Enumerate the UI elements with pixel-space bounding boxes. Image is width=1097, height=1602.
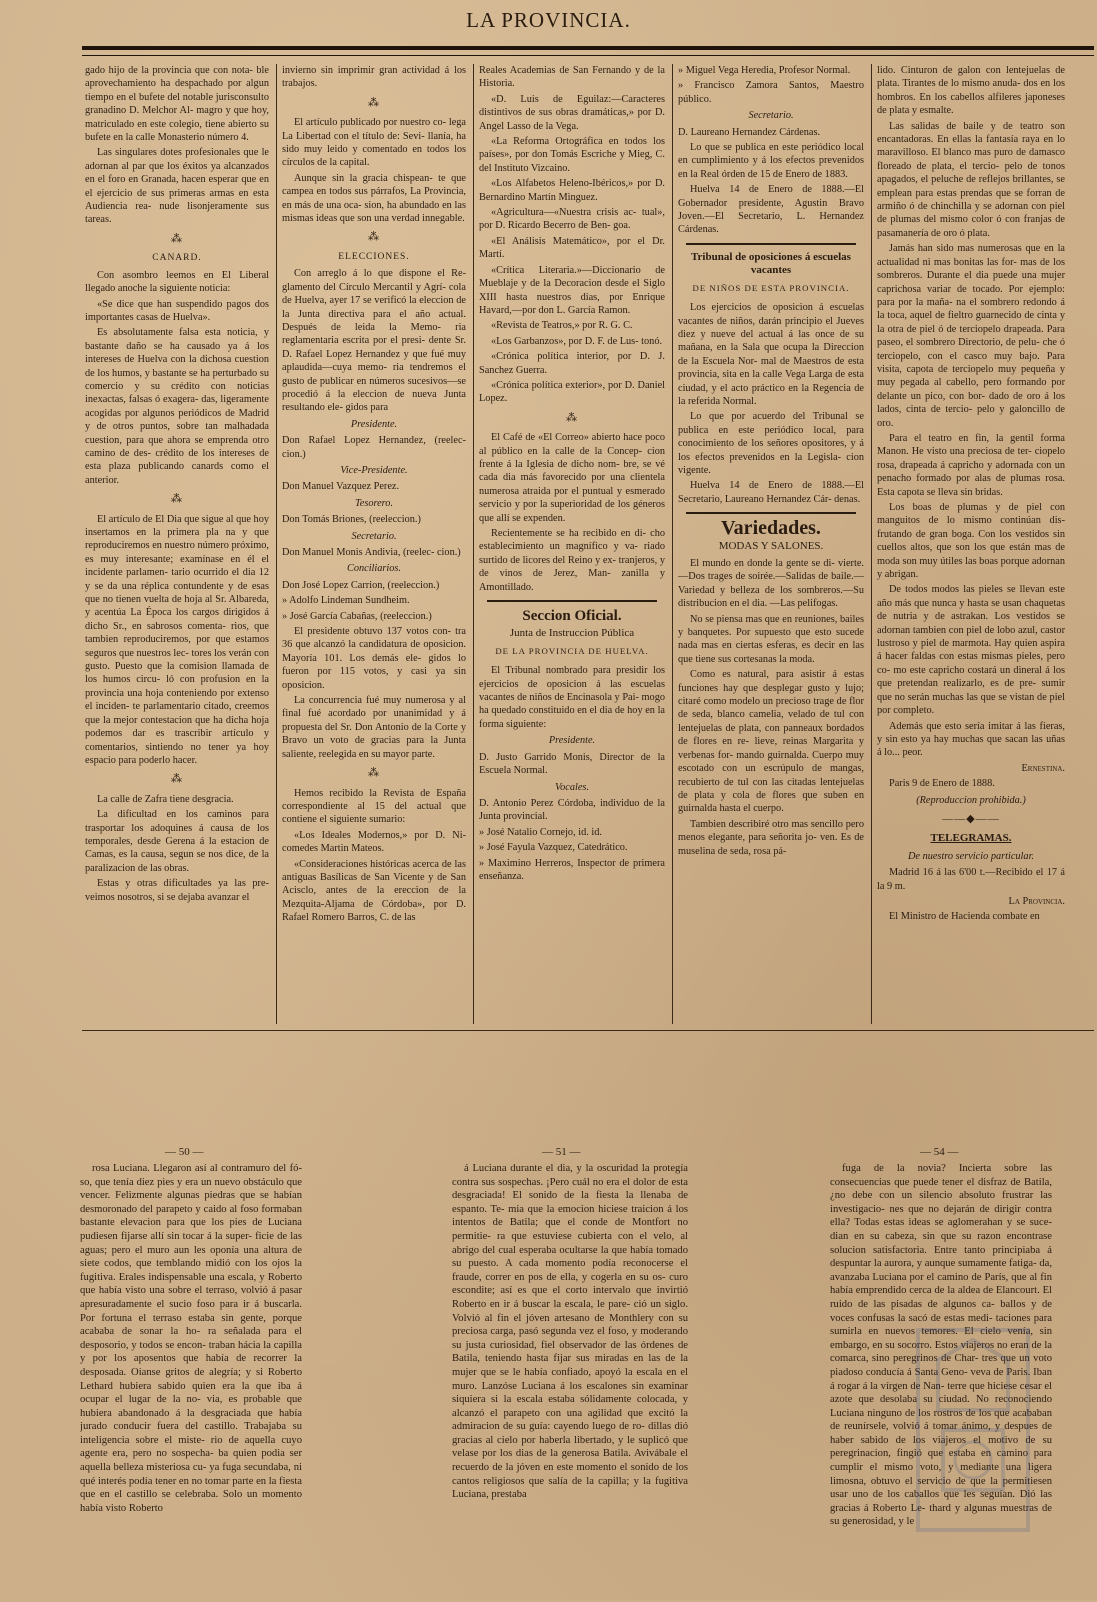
article-paragraph: «Los Ideales Modernos,» por D. Ni- comedes Martin Mateos.: [282, 829, 466, 855]
role-title: Secretario.: [748, 110, 794, 122]
article-paragraph: Los boas de plumas y de piel con manguitos de lo mismo continúan dis- frutando de gran boga. Con los vestidos sin cuellos altos, que son los que están mas de moda son muy útiles las boas porque adornan y abrigan.: [877, 502, 1065, 581]
article-paragraph: «Crónica política interior, por D. J. Sanchez Guerra.: [479, 351, 665, 376]
article-paragraph: «Agricultura—«Nuestra crisis ac- tual», por D. Ricardo Becerro de Ben- goa.: [479, 207, 665, 232]
article-paragraph: invierno sin imprimir gran actividad á los trabajos.: [282, 65, 466, 90]
article-paragraph: El artículo de El Dia que sigue al que hoy insertamos en la primera pla na y que reproduciremos en nuestro número próximo, es muy interesante; examínase en él el incidente parlamen- tario ocurrido el dia 12 y se da una réplica contundente y de esas que no tienen vuelta de hoja al Sr. Albareda, y acentúa La Época los cargos dirigidos á dicho Sr., en sabrosos comenta- rios, que tambien reproduciremos, por que estamos seguros que nuestros lec- tores los verán con gusto. Puesto que la comision llamada de los humos circu- ló con profusion en la provincia una hoja conteniendo por extenso el inciden- te parlamentario citado, creemos que la mejor contestacion que ha dicha hoja podemos dar es trascribir artículo y comentarios, sintiendo no tener ya hoy espacio para poderlo hacer.: [85, 513, 269, 766]
section-ornament: ⁂: [566, 411, 578, 424]
role-title: Conciliarios.: [346, 563, 402, 575]
section-ornament: ——◆——: [942, 812, 1000, 825]
library-seal-icon: [898, 1300, 1048, 1560]
feuilleton-text: fuga de la novia? Incierta sobre las consecuencias que puede tener el disfraz de Batila, ¿no debe con un silencio absoluto frustrar las investigacio- nes que no dejarán de dirigir contra ella? Todas estas ideas se aglomerahan y se suce- dian en su cabeza, sin que su razon encontrase solucion satisfactoria. Entre tanto principiaba á despuntar la aurora, y aunque sumamente fatiga- da, avanzaba Luciana por el camino de París, que al fin había emprendido cerca de la aldea de Elancourt. El ruido de las pisadas de algunos ca- ballos y de voces confusas la sacó de estas medi- taciones para sumirla en nuevos temores. El cielo venía, sin embargo, en su socorro. Estos viajeros no eran de la comarca, sino peregrinos de Char- tres que un voto piadoso conducía á Santa Geno- veva de Paris. Iban á rogar á la vírgen de Nan- terre que hiciese cesar el azote que desolaba su ciudad. No reconociendo Luciana ninguno de los rostros de los que acababan de reunírsele, volvió á tomar ánimo, y despues de haber sabido de los viajeros el motivo de su peregrinacion, fingió que estaba en camino para cumplir el mismo voto, y mediante una ligera limosna, obtuvo el servicio de que la permitiesen usar uno de los caballos que les seguían. Dió las gracias á Roberto Le- thard y algunas muestras de su generosidad, y le: [830, 1163, 1052, 1528]
article-paragraph: Las salidas de baile y de teatro son encantadoras. En ellas la fantasía raya en lo maravilloso. El blanco mas puro de damasco floreado de plata, el tercio- pelo de tonos apagados, el peluche de reflejos brillantes, se emplean para estas prendas que se forran de armiño ó de chinchilla y se adornan con piel de plumas del mismo color ó con franjas de pasamanería de oro ó plata.: [877, 120, 1065, 239]
article-paragraph: Jamás han sido mas numerosas que en la actualidad ni mas bonitas las for- mas de los sombreros. Durante el dia puede una mujer caprichosa variar de tocado. Por ejemplo: para por la maña- na el sombrero redondo á la toca, aquel de fieltro guarnecido de cinta y la otra de piel ó de terciopelo drapeada. Para paseo, el sombrero Directorio, de pelu- che ó terciopelo, con el casco muy bajo. Para visita, capota de terciopelo muy pequeña y muy pegada al cabello, pero formando por delante un pico, con bor- dado de oro á los lados, cinta de tercio- pelo y galoncillo de oro.: [877, 243, 1065, 429]
column-divider: [276, 64, 277, 1024]
article-paragraph: La dificultad en los caminos para trasportar los adoquines á causa de los temporales, desde Gerena á la estacion de Camas, es la causa, segun se nos dice, de la paralizacion de las obras.: [85, 809, 269, 874]
author-signature: Ernestina.: [1021, 762, 1065, 774]
article-paragraph: La calle de Zafra tiene desgracia.: [97, 793, 234, 805]
role-title: Vocales.: [554, 781, 590, 793]
page-number: — 51 —: [542, 1146, 581, 1158]
article-paragraph: El mundo en donde la gente se di- vierte.—Dos trages de soirée.—Salidas de baile.—Variedad y belleza de los sombreros.—Su distribucion en el dia. —Las pelifogas.: [678, 558, 864, 610]
dateline: Paris 9 de Enero de 1888.: [889, 778, 995, 790]
section-ornament: ⁂: [171, 232, 183, 245]
article-paragraph: Como es natural, para asistir á estas funciones hay que desplegar gusto y lujo; citaré como modelo un precioso trage de flor de seda, blanco camelia, velado de tul con lentejuelas de plata, con panneaux bordados de flores en re- lieve, reinas Margarita y verbenas for- mando guirnalda. Cuerpo muy escotado con un escrúpulo de mangas, recubierto de tul con las citadas lentejuelas de plata y cola de flores que suben en guirnalda hasta el cuerpo.: [678, 669, 864, 815]
article-paragraph: Además que esto sería imitar á las fieras, y sin esto ya hay muchas que sacan las uñas á lo... peor.: [877, 720, 1065, 759]
page-number: — 54 —: [920, 1146, 959, 1158]
article-paragraph: Con arreglo á lo que dispone el Re- glamento del Círculo Mercantil y Agrí- cola de Huelva, ayer 17 se verificó la eleccion de la Junta directiva para el año actual. Después de leida la Memo- ria reglamentaria escrita por el presi- dente Sr. D. Rafael Lopez Hernandez y que fué muy aplaudida—cuya memo- ria tendremos el gusto de publicar en números sucesivos—se procedió á la eleccion de nueva Junta resultando ele- gidos para: [282, 268, 466, 414]
article-paragraph: «Los Garbanzos», por D. F. de Lus- tonó.: [491, 335, 663, 347]
article-paragraph: Huelva 14 de Enero de 1888.—El Gobernador presidente, Agustin Bravo Joven.—El Secretario, L. Hernandez Cárdenas.: [678, 184, 864, 236]
article-paragraph: Hemos recibido la Revista de España correspondiente al 15 del actual que contiene el siguiente sumario:: [282, 787, 466, 826]
page-number: — 50 —: [165, 1146, 204, 1158]
column-4: [678, 64, 864, 1024]
article-paragraph: Lo que se publica en este periódico local en cumplimiento y á los efectos prevenidos en la Real órden de 15 de Enero de 1883.: [678, 142, 864, 180]
article-paragraph: «La Reforma Ortográfica en todos los países», por don Tomás Escriche y Mieg, C. del Instituto Vizcaino.: [479, 136, 665, 174]
article-paragraph: El Ministro de Hacienda combate en: [889, 911, 1040, 923]
article-paragraph: Reales Academias de San Fernando y de la Historia.: [479, 65, 665, 90]
section-subtitle-caps: DE LA PROVINCIA DE HUELVA.: [495, 645, 649, 656]
section-heading: ELECCIONES.: [338, 251, 410, 262]
member-line: Don José Lopez Carrion, (reeleccion.): [282, 579, 440, 591]
masthead-rule-thick: [82, 46, 1094, 50]
reproduction-note: (Reproduccion prohibida.): [916, 794, 1026, 806]
article-paragraph: El artículo publicado por nuestro co- lega La Libertad con el título de: Sevi- llanía, ha sido muy leido y comentado en todos los círculos de la capital.: [282, 117, 466, 169]
article-paragraph: Es absolutamente falsa esta noticia, y bastante daño se ha causado ya á los intereses de Huelva con la dichosa cuestion de los humos, y bastante se ha perturbado su comercio y su crédito con noticias inexactas, falsas ó exagera- das, ligeramente acogidas por algunos periódicos de Madrid y de otros puntos, sobre tan malhadada cuestion, para que ahora se emprenda otro camino de des- crédito de los intereses de esta plaza publicando canards como el anterior.: [85, 327, 269, 486]
member-line: D. Antonio Perez Córdoba, individuo de la Junta provincial.: [479, 797, 665, 823]
member-line: » Adolfo Lindeman Sundheim.: [282, 595, 410, 607]
feuilleton-text: á Luciana durante el dia, y la oscuridad la protegía contra sus sospechas. ¡Pero cuál no era el dolor de esta desgraciada! El sonido de la fiesta la llenaba de espanto. Te- mia que la emocion hiciese traicion á los intentos de Batila; que el conde de Montfort no permitie- ra que estuviese cubierta con el velo, al abrigo del cual esperaba ocultarse la que había tomado su puesto. A cada momento podía reconocerse el fraude, correr en pos de ella, y cogerla en su os- curo escondite; así es que el corto intervalo que invirtió Roberto en ir á buscar la escala, le pare- ció un siglo. Volvió al fin el jóven artesano de Monthlery con su preciosa carga, pasó segunda vez el foso, y moderando su justa curiosidad, fiel observador de las órdenes de Batila, teniendo hasta fijar sus miradas en las de la mujer que se le había confiado, apoyó la escala en el muro. Lanzóse Luciana á los escalones sin examinar siquiera si la escala estaba sólidamente colocada, y alcanzó el parapeto con una agilidad que excitó la admiracion de su guía: cayendo luego de ro- dillas dió gracias al cielo por haberla libertado, y le suplicó que velase por los dias de la generosa Batila. Avivábale el recuerdo de la jóven en este momento el sonido de los cantos religiosos que salía de la capilla; y la fugitiva Luciana, prestaba: [452, 1163, 688, 1501]
role-title: Secretario.: [351, 530, 397, 542]
article-paragraph: El Tribunal nombrado para presidir los ejercicios de oposicion á las escuelas vacantes de niños de Encinasola y Pai- mogo ha quedado constituido en el dia de hoy en la forma siguiente:: [479, 665, 665, 730]
member-line: » Francisco Zamora Santos, Maestro público.: [678, 80, 864, 105]
section-title-seccion-oficial: Seccion Oficial.: [522, 608, 622, 625]
feuilleton-column-middle: [452, 1162, 688, 1602]
article-paragraph: Con asombro leemos en El Liberal llegado anoche la siguiente noticia:: [85, 269, 269, 295]
article-paragraph: «Se dice que han suspendido pagos dos importantes casas de Huelva».: [85, 298, 269, 323]
role-title: Presidente.: [350, 418, 398, 430]
section-ornament: ⁂: [368, 767, 380, 780]
section-separator: [686, 243, 856, 245]
section-subtitle: Junta de Instruccion Pública: [509, 627, 635, 640]
column-1: [85, 64, 269, 1024]
article-paragraph: Estas y otras dificultades ya las pre- veimos nosotros, si se dejaba avanzar el: [85, 878, 269, 903]
column-divider: [871, 64, 872, 1024]
article-paragraph: Las singulares dotes profesionales que le adornan al par que los éxitos ya alcanzados en el foro en Granada, hacen esperar que en el ejercicio de sus primeras armas en esta Audiencia rea- nude lisonjeramente sus tareas.: [85, 147, 269, 226]
article-paragraph: «D. Luis de Eguilaz:—Caracteres distintivos de sus obras dramáticas,» por D. Angel Lasso de la Vega.: [479, 93, 665, 132]
column-5: [877, 64, 1065, 1024]
article-paragraph: «Crónica política exterior», por D. Daniel Lopez.: [479, 379, 665, 405]
article-paragraph: lido. Cinturon de galon con lentejuelas de plata. Tirantes de lo mismo anuda- dos en los hombros. En los cabellos alfileres japoneses de plata y esmalte.: [877, 65, 1065, 117]
feuilleton-column-left: [80, 1162, 302, 1602]
member-line: D. Laureano Hernandez Cárdenas.: [678, 126, 821, 138]
article-paragraph: Tambien describiré otro mas sencillo pero menos elegante, para señorita jo- ven. Es de muselina de seda, rosa pá-: [678, 818, 864, 857]
member-line: » José García Cabañas, (reeleccion.): [282, 610, 432, 622]
article-paragraph: Huelva 14 de Enero de 1888.—El Secretario, Laureano Hernandez Cár- denas.: [678, 480, 864, 505]
article-paragraph: De todos modos las pieles se llevan este año más que nunca y hasta se usan chaquetas de nutria y de astrakan. Los vestidos se adornan tambien con piel de lobo azul, castor lustroso y piel de marmota. Hay quien aspira á hacer faldas con estas mismas pieles, pero co- mo este capricho costará un dineral á los que pretendan realizarlo, es de pre- sumir que no serán muchas las que se vistan de piel por completo.: [877, 584, 1065, 717]
article-paragraph: Aunque sin la gracia chispean- te que campea en todos sus párrafos, La Provincia, en más de una oca- sion, ha abundado en las mismas ideas que son una verdad innegable.: [282, 172, 466, 225]
member-line: Don Manuel Monis Andivia, (reelec- cion.): [282, 547, 461, 558]
section-ornament: ⁂: [368, 231, 380, 244]
member-line: Don Tomás Briones, (reeleccion.): [282, 514, 421, 526]
member-line: » Miguel Vega Heredia, Profesor Normal.: [678, 65, 851, 76]
article-paragraph: Madrid 16 á las 6'00 t.—Recibido el 17 á la 9 m.: [877, 867, 1065, 892]
section-heading: CANARD.: [152, 253, 202, 264]
author-signature: La Provincia.: [1008, 895, 1065, 907]
column-3: [479, 64, 665, 1024]
column-divider: [672, 64, 673, 1024]
article-paragraph: «Crítica Literaria.»—Diccionario de Mueblaje y de la Decoracion desde el Siglo XIII hasta nuestros dias, por Enrique Havard,—por don L. García Ramon.: [479, 264, 665, 316]
member-line: » José Natalio Cornejo, id. id.: [479, 826, 602, 838]
member-line: Don Manuel Vazquez Perez.: [282, 481, 400, 493]
article-paragraph: «El Análisis Matemático», por el Dr. Martí.: [479, 235, 665, 261]
section-subtitle: MODAS Y SALONES.: [718, 539, 824, 552]
article-paragraph: La concurrencia fué muy numerosa y al final fué acordado por unanimidad y á propuesta del Sr. Don Antonio de la Corte y Bravo un voto de gracias para la Junta saliente, reelegida en su mayor parte.: [282, 695, 466, 760]
section-separator: [487, 600, 657, 602]
section-title-variedades: Variedades.: [721, 517, 821, 540]
article-paragraph: Para el teatro en fin, la gentil forma Manon. He visto una preciosa de ter- ciopelo rosa, drapeada á capricho y adornada con un penacho formado por alas de plumas rosa. Esta capota se lleva sin bridas.: [877, 432, 1065, 498]
section-title-telegramas: TELEGRAMAS.: [930, 832, 1012, 845]
section-ornament: ⁂: [171, 493, 183, 506]
section-separator: [686, 512, 856, 514]
section-ornament: ⁂: [171, 773, 183, 786]
feuilleton-text: rosa Luciana. Llegaron así al contramuro del fó- so, que tenía diez pies y era un nuevo obstáculo que vencer. Felizmente algunas piedras que se habían desmoronado del parapeto y caido al foso formaban bastante elevacion para que los pies de Luciana pudiesen fijarse allí sin tocar á la super- ficie de las aguas; pero el muro aun les oponía una altura de siete codos, que temblando midió con los ojos la fugitiva. Erales indispensable una escala, y Roberto que había visto una sobre el terraso, volvió á pasar apresuradamente el sucio foso para ir á buscarla. Por fortuna el terraso estaba sin gente, porque acababa de sonar la ho- ra señalada para el desposorio, y todos se encon- traban hácia la capilla y por los aposentos que había de recorrer la desposada. Oianse gritos de alegría; y si Roberto Lethard hubiera sabido quien era la que iba á ocupar el lugar de la no- via, es probable que hubiera abandonado á la desgraciada que había jurado conducir fuera del castillo. Trabajaba su inteligencia sobre el miste- rio de aquella cuyo agente era, pero no sospecha- ba quien podia ser aquella belleza misteriosa cu- ya fuga secundaba, ni qué interés podía tener en no tomar parte en la fiesta que en el castillo se celebraba. Solo un momento había visto Roberto: [80, 1163, 302, 1514]
role-title: Vice-Presidente.: [340, 464, 408, 476]
role-title: Tesorero.: [354, 497, 394, 509]
article-paragraph: «Consideraciones históricas acerca de las antiguas Basílicas de San Vicente y de San Acisclo, antes de la ereccion de la Mezquita-Aljama de Córdoba», por D. Rafael Romero Barros, C. de las: [282, 858, 466, 924]
article-paragraph: El Café de «El Correo» abierto hace poco al público en la calle de la Concep- cion frente á la Iglesia de dicho nom- bre, se vé cada dia más favorecido por una clientela numerosa atraida por el puntual y esmerado servicio y por la superioridad de los géneros que allí se expenden.: [479, 432, 665, 524]
article-paragraph: No se piensa mas que en reuniones, bailes y banquetes. Por supuesto que esto sucede nada mas en ciertas esferas, es decir en las que tiene sus cortesanas la moda.: [678, 613, 864, 665]
article-paragraph: Lo que por acuerdo del Tribunal se publica en este periódico local, para conocimiento de los señores opositores, y á los efectos prevenidos en la Legisla- cion vigente.: [678, 411, 864, 476]
article-paragraph: El presidente obtuvo 137 votos con- tra 36 que alcanzó la candidatura de oposicion. Mayoría 101. Los demás ele- gidos lo fueron por 115 votos, y casi ya sin oposicion.: [282, 626, 466, 691]
column-divider: [473, 64, 474, 1024]
masthead-title: LA PROVINCIA.: [466, 8, 631, 32]
section-title-tribunal: Tribunal de oposiciones á escuelas vacantes: [691, 250, 851, 277]
member-line: D. Justo Garrido Monis, Director de la Escuela Normal.: [479, 751, 665, 777]
masthead-rule-thin: [82, 55, 1094, 56]
member-line: Don Rafael Lopez Hernandez, (reelec- cion.): [282, 435, 466, 460]
article-paragraph: «Revista de Teatros,» por R. G. C.: [491, 320, 633, 332]
article-paragraph: «Los Alfabetos Heleno-Ibéricos,» por D. Bernardino Martín Minguez.: [479, 178, 665, 203]
article-paragraph: Recientemente se ha recibido en di- cho establecimiento un magnífico y va- riado surtido de licores del Reino y ex- tranjeros, y de vinos de Jerez, Man- zanilla y Amontillado.: [479, 528, 665, 593]
article-paragraph: gado hijo de la provincia que con nota- ble aprovechamiento ha despachado por algun tiempo en el bufete del notable jurisconsulto granadino D. Melchor Al- magro y que hoy, matriculado en este colegio, tiene abierto su bufete en la calle Monasterio número 4.: [85, 65, 269, 144]
member-line: » José Fayula Vazquez, Catedrático.: [479, 842, 628, 854]
role-title: Presidente.: [548, 735, 596, 747]
fold-rule: [82, 1030, 1094, 1031]
section-ornament: ⁂: [368, 96, 380, 109]
section-subtitle: De nuestro servicio particular.: [907, 850, 1035, 862]
section-subtitle-caps: DE NIÑOS DE ESTA PROVINCIA.: [692, 282, 850, 293]
column-2: [282, 64, 466, 1024]
member-line: » Maximino Herreros, Inspector de primera enseñanza.: [479, 857, 665, 882]
article-paragraph: Los ejercicios de oposicion á escuelas vacantes de niños, darán principio el Jueves diez y nueve del actual á las once de su mañana, en la Sala que ocupa la Direccion de la Escuela Nor- mal de Maestros de esta provincia, sita en la calle Vega Larga de esta ciudad, y el acto práctico en la Regencia de la referida Normal.: [678, 302, 864, 407]
